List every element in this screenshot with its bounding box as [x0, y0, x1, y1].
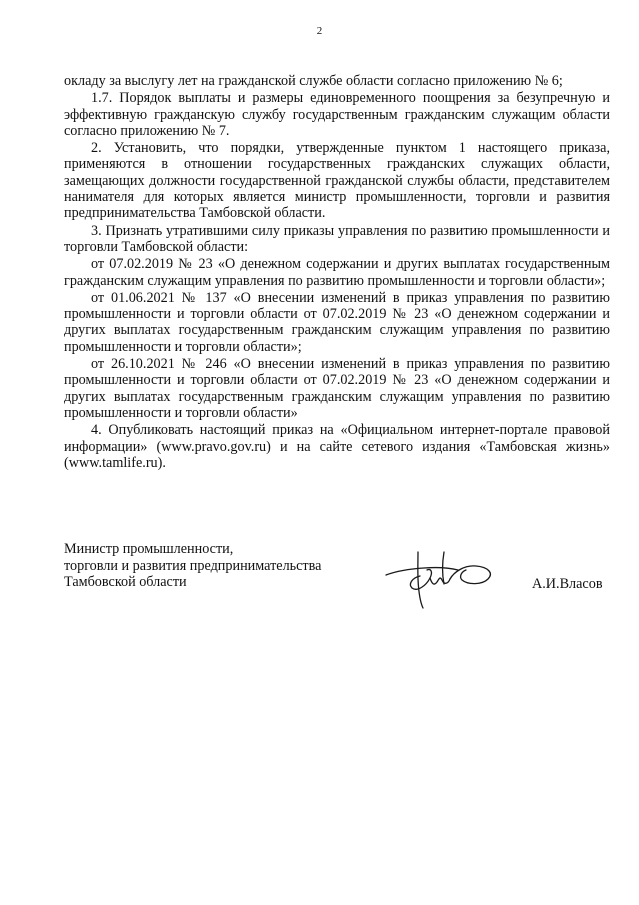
- signatory-position-line: Министр промышленности,: [64, 541, 234, 557]
- paragraph-item-3: 3. Признать утратившими силу приказы управления по развитию промышленности и торговли Тамбовской области:: [64, 222, 610, 255]
- paragraph-item-1-7: 1.7. Порядок выплаты и размеры единовременного поощрения за безупречную и эффективную гражданскую службу государственным гражданским служащим области согласно приложению № 7.: [64, 90, 610, 139]
- paragraph-repealed-order-3: от 26.10.2021 № 246 «О внесении изменений в приказ управления по развитию промышленности и торговли области от 07.02.2019 № 23 «О денежном содержании и других выплатах государственным гражданским служащим управления по развитию промышленности и торговли области»: [64, 356, 610, 421]
- paragraph-repealed-order-2: от 01.06.2021 № 137 «О внесении изменений в приказ управления по развитию промышленности и торговли области от 07.02.2019 № 23 «О денежном содержании и других выплатах государственным гражданским служащим управления по развитию промышленности и торговли области»;: [64, 289, 610, 355]
- paragraph-item-4: 4. Опубликовать настоящий приказ на «Официальном интернет-портале правовой информации» (www.pravo.gov.ru) и на сайте сетевого издания «Тамбовская жизнь» (www.tamlife.ru).: [64, 422, 610, 471]
- paragraph-repealed-order-1: от 07.02.2019 № 23 «О денежном содержании и других выплатах государственным гражданским служащим управления по развитию промышленности и торговли области»;: [64, 256, 610, 289]
- document-body: [64, 73, 610, 471]
- paragraph-item-2: 2. Установить, что порядки, утвержденные пунктом 1 настоящего приказа, применяются в отношении государственных гражданских служащих области, замещающих должности государственной гражданской службы области, представителем нанимателя для которых является министр промышленности, торговли и развития предпринимательства Тамбовской области.: [64, 140, 610, 222]
- signatory-position-line: Тамбовской области: [64, 574, 187, 590]
- signatory-position: [64, 541, 354, 591]
- signatory-name: А.И.Власов: [532, 576, 603, 592]
- signatory-position-line: торговли и развития предпринимательства: [64, 557, 322, 574]
- page-number: 2: [316, 25, 323, 37]
- paragraph-continuation: окладу за выслугу лет на гражданской службе области согласно приложению № 6;: [64, 73, 563, 89]
- handwritten-signature: [384, 532, 508, 610]
